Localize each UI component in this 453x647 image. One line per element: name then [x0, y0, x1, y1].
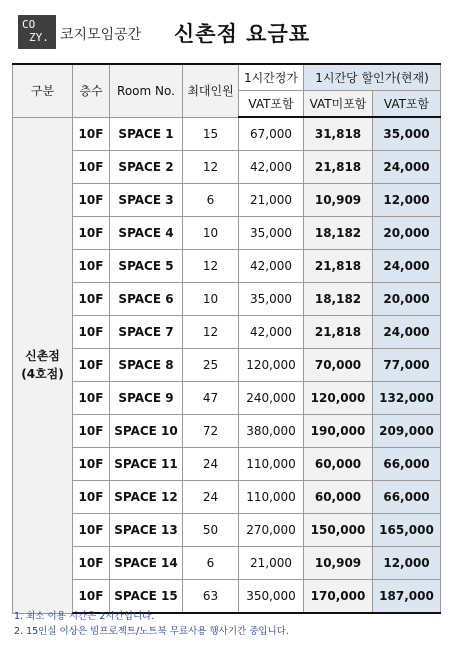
floor-cell: 10F — [73, 514, 110, 547]
capacity-cell: 12 — [183, 316, 239, 349]
list-price-cell: 110,000 — [239, 448, 304, 481]
capacity-cell: 47 — [183, 382, 239, 415]
discount-inc-vat-cell: 12,000 — [373, 184, 441, 217]
capacity-cell: 24 — [183, 448, 239, 481]
capacity-cell: 50 — [183, 514, 239, 547]
table-body — [13, 117, 441, 613]
col-subheader-discount-inc-vat: VAT포함 — [373, 91, 441, 118]
floor-cell: 10F — [73, 481, 110, 514]
list-price-cell: 42,000 — [239, 250, 304, 283]
branch-cell — [13, 117, 73, 613]
room-cell: SPACE 11 — [110, 448, 183, 481]
capacity-cell: 10 — [183, 217, 239, 250]
col-subheader-discount-ex-vat: VAT미포함 — [304, 91, 373, 118]
footnote-1: 1. 최소 이용 시간은 2시간입니다. — [14, 611, 155, 622]
discount-inc-vat-cell: 66,000 — [373, 481, 441, 514]
logo-text-line1: CO — [22, 18, 36, 31]
discount-ex-vat-cell: 21,818 — [304, 316, 373, 349]
room-cell: SPACE 2 — [110, 151, 183, 184]
floor-cell: 10F — [73, 547, 110, 580]
discount-inc-vat-cell: 24,000 — [373, 316, 441, 349]
table-row — [13, 316, 441, 349]
capacity-cell: 6 — [183, 184, 239, 217]
branch-number: (4호점) — [21, 367, 64, 381]
floor-cell: 10F — [73, 316, 110, 349]
table-row — [13, 250, 441, 283]
discount-inc-vat-cell: 20,000 — [373, 283, 441, 316]
discount-ex-vat-cell: 120,000 — [304, 382, 373, 415]
col-header-hourly-regular: 1시간정가 — [239, 64, 304, 91]
table-row — [13, 117, 441, 151]
list-price-cell: 42,000 — [239, 151, 304, 184]
capacity-cell: 72 — [183, 415, 239, 448]
table-row — [13, 481, 441, 514]
col-header-category: 구분 — [13, 64, 73, 117]
list-price-cell: 42,000 — [239, 316, 304, 349]
col-header-floor: 층수 — [73, 64, 110, 117]
floor-cell: 10F — [73, 580, 110, 614]
room-cell: SPACE 8 — [110, 349, 183, 382]
discount-inc-vat-cell: 165,000 — [373, 514, 441, 547]
table-row — [13, 217, 441, 250]
floor-cell: 10F — [73, 184, 110, 217]
floor-cell: 10F — [73, 382, 110, 415]
capacity-cell: 24 — [183, 481, 239, 514]
cozy-logo — [18, 15, 56, 49]
list-price-cell: 35,000 — [239, 217, 304, 250]
table-row — [13, 184, 441, 217]
discount-ex-vat-cell: 21,818 — [304, 250, 373, 283]
room-cell: SPACE 12 — [110, 481, 183, 514]
discount-inc-vat-cell: 24,000 — [373, 151, 441, 184]
capacity-cell: 25 — [183, 349, 239, 382]
room-cell: SPACE 3 — [110, 184, 183, 217]
discount-inc-vat-cell: 35,000 — [373, 117, 441, 151]
floor-cell: 10F — [73, 117, 110, 151]
discount-ex-vat-cell: 170,000 — [304, 580, 373, 614]
floor-cell: 10F — [73, 349, 110, 382]
floor-cell: 10F — [73, 250, 110, 283]
table-row — [13, 580, 441, 614]
table-row — [13, 382, 441, 415]
table-row — [13, 448, 441, 481]
discount-inc-vat-cell: 20,000 — [373, 217, 441, 250]
floor-cell: 10F — [73, 217, 110, 250]
col-subheader-regular-vat: VAT포함 — [239, 91, 304, 118]
list-price-cell: 240,000 — [239, 382, 304, 415]
floor-cell: 10F — [73, 415, 110, 448]
discount-inc-vat-cell: 66,000 — [373, 448, 441, 481]
list-price-cell: 110,000 — [239, 481, 304, 514]
col-header-hourly-discount: 1시간당 할인가(현재) — [304, 64, 441, 91]
table-row — [13, 349, 441, 382]
discount-ex-vat-cell: 18,182 — [304, 283, 373, 316]
floor-cell: 10F — [73, 151, 110, 184]
room-cell: SPACE 1 — [110, 117, 183, 151]
price-table — [12, 63, 441, 614]
room-cell: SPACE 13 — [110, 514, 183, 547]
discount-ex-vat-cell: 10,909 — [304, 547, 373, 580]
table-row — [13, 514, 441, 547]
table-row — [13, 415, 441, 448]
discount-ex-vat-cell: 60,000 — [304, 481, 373, 514]
discount-inc-vat-cell: 77,000 — [373, 349, 441, 382]
page-title: 신촌점 요금표 — [174, 22, 311, 46]
footnote-2: 2. 15인실 이상은 빔프로젝트/노트북 무료사용 행사기간 중입니다. — [14, 626, 289, 637]
discount-ex-vat-cell: 21,818 — [304, 151, 373, 184]
list-price-cell: 120,000 — [239, 349, 304, 382]
discount-ex-vat-cell: 150,000 — [304, 514, 373, 547]
logo-text-line2: ZY. — [29, 31, 49, 44]
list-price-cell: 350,000 — [239, 580, 304, 614]
col-header-room: Room No. — [110, 64, 183, 117]
room-cell: SPACE 4 — [110, 217, 183, 250]
list-price-cell: 35,000 — [239, 283, 304, 316]
capacity-cell: 6 — [183, 547, 239, 580]
room-cell: SPACE 14 — [110, 547, 183, 580]
page-header — [0, 0, 453, 60]
discount-inc-vat-cell: 187,000 — [373, 580, 441, 614]
capacity-cell: 63 — [183, 580, 239, 614]
room-cell: SPACE 5 — [110, 250, 183, 283]
discount-ex-vat-cell: 190,000 — [304, 415, 373, 448]
room-cell: SPACE 9 — [110, 382, 183, 415]
discount-ex-vat-cell: 70,000 — [304, 349, 373, 382]
room-cell: SPACE 10 — [110, 415, 183, 448]
floor-cell: 10F — [73, 283, 110, 316]
table-row — [13, 151, 441, 184]
list-price-cell: 270,000 — [239, 514, 304, 547]
discount-inc-vat-cell: 209,000 — [373, 415, 441, 448]
room-cell: SPACE 6 — [110, 283, 183, 316]
list-price-cell: 380,000 — [239, 415, 304, 448]
floor-cell: 10F — [73, 448, 110, 481]
room-cell: SPACE 7 — [110, 316, 183, 349]
discount-ex-vat-cell: 10,909 — [304, 184, 373, 217]
footnotes — [14, 609, 289, 639]
branch-name: 신촌점 — [25, 349, 60, 363]
capacity-cell: 12 — [183, 250, 239, 283]
capacity-cell: 10 — [183, 283, 239, 316]
list-price-cell: 67,000 — [239, 117, 304, 151]
list-price-cell: 21,000 — [239, 184, 304, 217]
capacity-cell: 15 — [183, 117, 239, 151]
discount-inc-vat-cell: 24,000 — [373, 250, 441, 283]
discount-inc-vat-cell: 12,000 — [373, 547, 441, 580]
list-price-cell: 21,000 — [239, 547, 304, 580]
table-row — [13, 283, 441, 316]
table-row — [13, 547, 441, 580]
discount-ex-vat-cell: 18,182 — [304, 217, 373, 250]
discount-inc-vat-cell: 132,000 — [373, 382, 441, 415]
discount-ex-vat-cell: 31,818 — [304, 117, 373, 151]
col-header-capacity: 최대인원 — [183, 64, 239, 117]
capacity-cell: 12 — [183, 151, 239, 184]
brand-name: 코지모임공간 — [60, 27, 142, 43]
discount-ex-vat-cell: 60,000 — [304, 448, 373, 481]
room-cell: SPACE 15 — [110, 580, 183, 614]
